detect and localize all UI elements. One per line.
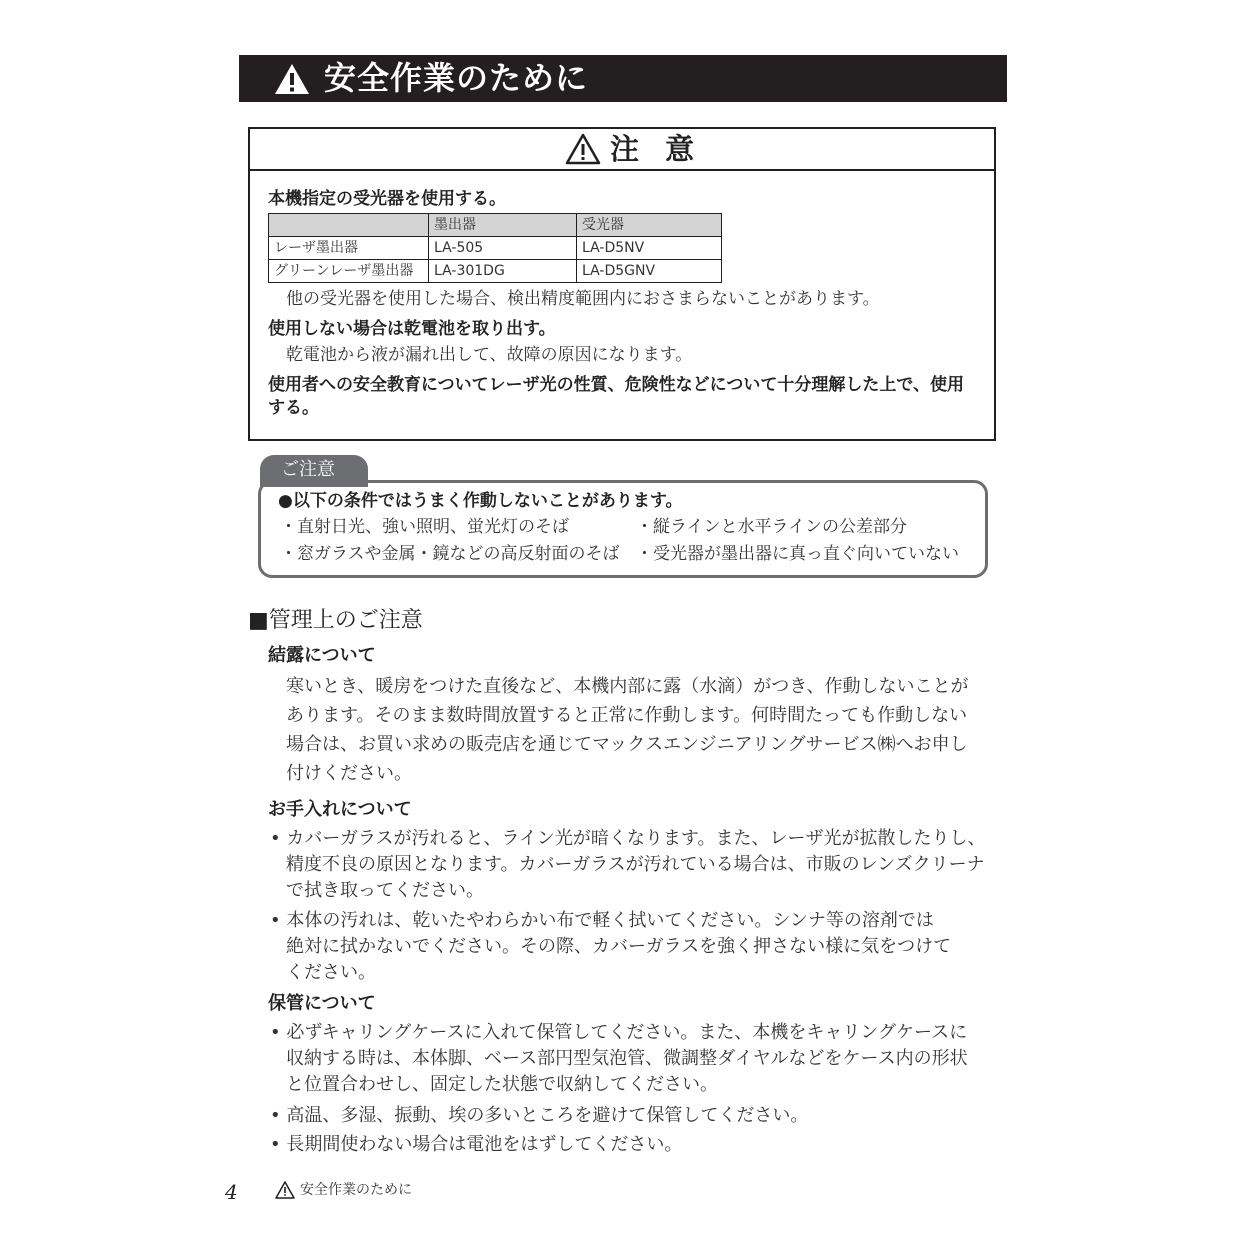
caution-item-heading: する。	[268, 398, 319, 418]
table-cell: LA-D5NV	[577, 237, 722, 260]
bullet-line: • 高温、多湿、振動、埃の多いところを避けて保管してください。	[270, 1105, 809, 1126]
page-number: 4	[225, 1180, 238, 1204]
table-cell: LA-D5GNV	[577, 260, 722, 283]
notice-item: ・受光器が墨出器に真っ直ぐ向いていない	[636, 544, 959, 564]
bullet-line: 精度不良の原因となります。カバーガラスが汚れている場合は、市販のレンズクリーナ	[286, 854, 985, 875]
caution-item-heading: 使用者への安全教育についてレーザ光の性質、危険性などについて十分理解した上で、使用	[268, 375, 964, 395]
table-cell: LA-301DG	[429, 260, 577, 283]
warning-icon	[275, 1181, 295, 1199]
bullet-line: • カバーガラスが汚れると、ライン光が暗くなります。また、レーザ光が拡散したりし、	[270, 828, 986, 849]
footer-section-label: 安全作業のために	[300, 1182, 412, 1198]
notice-tab-label: ご注意	[281, 459, 335, 480]
notice-item: ・直射日光、強い照明、蛍光灯のそば	[280, 517, 569, 537]
table-cell: LA-505	[429, 237, 577, 260]
subsection-heading: お手入れについて	[268, 799, 412, 820]
bullet-line: • 必ずキャリングケースに入れて保管してください。また、本機をキャリングケースに	[270, 1022, 968, 1043]
paragraph-line: 場合は、お買い求めの販売店を通じてマックスエンジニアリングサービス㈱へお申し	[286, 734, 968, 755]
table-row	[269, 260, 722, 283]
bullet-line: で拭き取ってください。	[286, 880, 484, 901]
table-cell: グリーンレーザ墨出器	[269, 260, 429, 283]
subsection-heading: 保管について	[268, 993, 376, 1014]
caution-item-heading: 使用しない場合は乾電池を取り出す。	[268, 319, 556, 339]
warning-icon	[565, 133, 601, 165]
bullet-line: 収納する時は、本体脚、ベース部円型気泡管、微調整ダイヤルなどをケース内の形状	[286, 1048, 968, 1069]
paragraph-line: あります。そのまま数時間放置すると正常に作動します。何時間たっても作動しない	[286, 705, 968, 726]
table-cell: レーザ墨出器	[269, 237, 429, 260]
table-row	[269, 237, 722, 260]
caution-item-heading: 本機指定の受光器を使用する。	[268, 189, 506, 209]
warning-icon	[273, 62, 311, 96]
bullet-line: と位置合わせし、固定した状態で収納してください。	[286, 1074, 718, 1095]
bullet-line: 絶対に拭かないでください。その際、カバーガラスを強く押さない様に気をつけて	[286, 936, 952, 957]
table-header-cell: 受光器	[577, 214, 722, 237]
caution-item-note: 乾電池から液が漏れ出して、故障の原因になります。	[286, 345, 693, 365]
paragraph-line: 寒いとき、暖房をつけた直後など、本機内部に露（水滴）がつき、作動しないことが	[286, 676, 969, 697]
table-header-row	[269, 214, 722, 237]
bullet-line: ください。	[286, 962, 376, 983]
model-table	[268, 213, 722, 283]
page-title: 安全作業のために	[324, 59, 589, 97]
caution-item-note: 他の受光器を使用した場合、検出精度範囲内におさまらないことがあります。	[286, 289, 880, 309]
caution-title: 注 意	[610, 132, 703, 166]
section-title: ■管理上のご注意	[248, 608, 423, 633]
subsection-heading: 結露について	[268, 645, 376, 666]
table-header-cell	[269, 214, 429, 237]
notice-item: ・窓ガラスや金属・鏡などの高反射面のそば	[280, 544, 620, 564]
bullet-line: • 長期間使わない場合は電池をはずしてください。	[270, 1134, 683, 1155]
bullet-line: • 本体の汚れは、乾いたやわらかい布で軽く拭いてください。シンナ等の溶剤では	[270, 910, 934, 931]
notice-item: ・縦ラインと水平ラインの公差部分	[636, 517, 907, 537]
table-header-cell: 墨出器	[429, 214, 577, 237]
paragraph-line: 付けください。	[286, 763, 412, 784]
notice-heading: ●以下の条件ではうまく作動しないことがあります。	[278, 491, 683, 511]
